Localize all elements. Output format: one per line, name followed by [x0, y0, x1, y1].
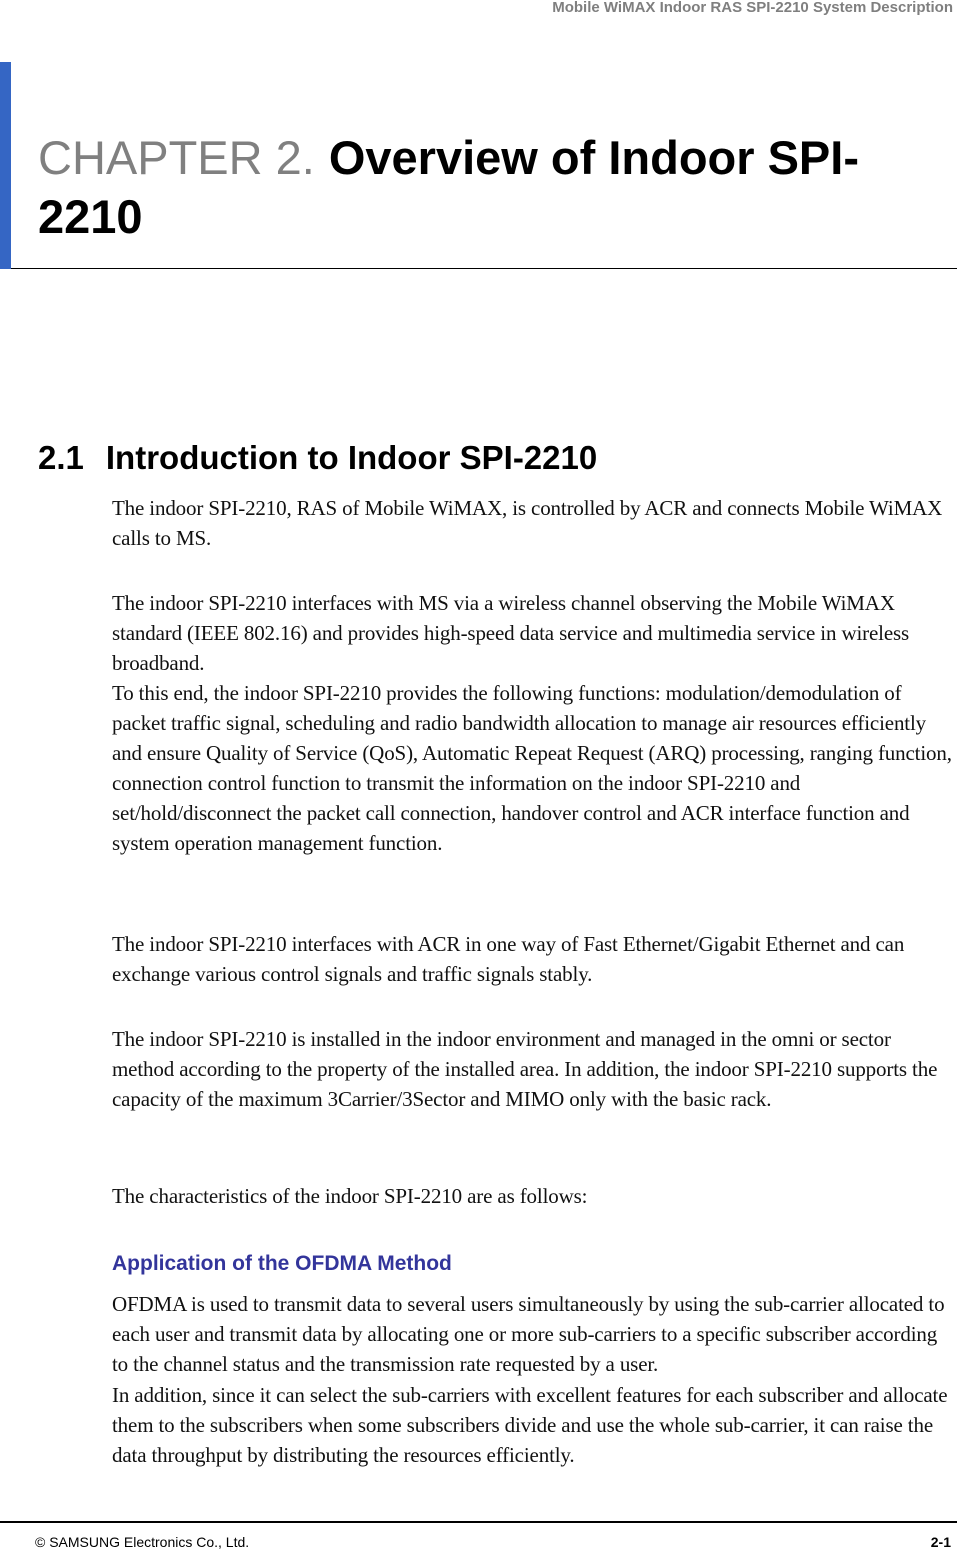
paragraph-functions: To this end, the indoor SPI-2210 provides the following functions: modulation/demodulation of packet traffic signal, scheduling and radio bandwidth allocation to manage air resources efficiently and ensure Quality of Service (QoS), Automatic Repeat Request (ARQ) processing, ranging function, connection control function to transmit the information on the indoor SPI-2210 and set/hold/disconnect the packet call connection, handover control and ACR interface function and system operation management function. [112, 681, 952, 855]
paragraph-ofdma-throughput: In addition, since it can select the sub-carriers with excellent features for each subscriber and allocate them to the subscribers when some subscribers divide and use the whole sub-carrier, it can raise the data throughput by distributing the resources efficiently. [112, 1383, 948, 1467]
section-heading [38, 436, 597, 480]
paragraph-characteristics: The characteristics of the indoor SPI-2210 are as follows: [112, 1184, 588, 1208]
chapter-heading [38, 128, 938, 246]
chapter-title: Overview of Indoor SPI-2210 [38, 131, 859, 243]
footer-page-number: 2-1 [930, 1534, 951, 1550]
paragraph-acr-interface: The indoor SPI-2210 interfaces with ACR in one way of Fast Ethernet/Gigabit Ethernet and can exchange various control signals and traffic signals stably. [112, 932, 905, 986]
footer-divider [0, 1521, 957, 1523]
footer-copyright: © SAMSUNG Electronics Co., Ltd. [35, 1534, 250, 1550]
section-title: Introduction to Indoor SPI-2210 [105, 439, 598, 476]
paragraph-ofdma: OFDMA is used to transmit data to several users simultaneously by using the sub-carrier allocated to each user and transmit data by allocating one or more sub-carriers to a specific subscriber according to the channel status and the transmission rate requested by a user. [112, 1292, 945, 1376]
section-number: 2.1 [38, 439, 84, 476]
chapter-accent-bar [0, 62, 11, 269]
chapter-divider [11, 268, 957, 269]
chapter-label: CHAPTER 2. [38, 131, 315, 184]
paragraph-wireless: The indoor SPI-2210 interfaces with MS via a wireless channel observing the Mobile WiMAX standard (IEEE 802.16) and provides high-speed data service and multimedia service in wireless broadband. [112, 591, 910, 675]
running-header: Mobile WiMAX Indoor RAS SPI-2210 System Description [552, 0, 953, 16]
paragraph-installation: The indoor SPI-2210 is installed in the indoor environment and managed in the omni or sector method according to the property of the installed area. In addition, the indoor SPI-2210 supports the capacity of the maximum 3Carrier/3Sector and MIMO only with the basic rack. [112, 1027, 938, 1111]
subsection-heading: Application of the OFDMA Method [112, 1252, 452, 1275]
paragraph-intro: The indoor SPI-2210, RAS of Mobile WiMAX, is controlled by ACR and connects Mobile WiMAX calls to MS. [112, 496, 943, 550]
